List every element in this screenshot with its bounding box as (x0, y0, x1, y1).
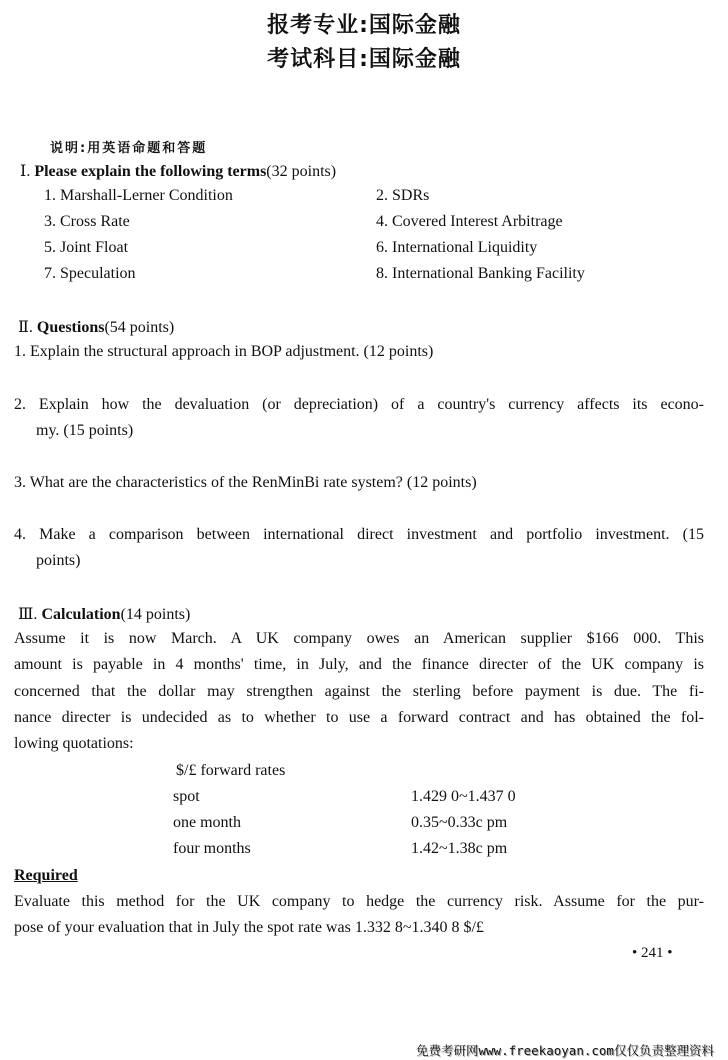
watermark-text: 免费考研网www.freekaoyan.com仅仅负责整理资料 (416, 1043, 714, 1058)
term-item: 1. Marshall-Lerner Condition (44, 187, 233, 204)
section1-title: Please explain the following terms (34, 163, 267, 180)
question-item-continuation: points) (36, 552, 81, 569)
term-item: 2. SDRs (376, 187, 430, 204)
paragraph-line: Assume it is now March. A UK company owes an American supplier $166 000. This (14, 630, 704, 647)
exam-major-title: 报考专业:国际金融 (267, 13, 461, 38)
rate-row-value: 0.35~0.33c pm (411, 814, 508, 831)
paragraph-line: amount is payable in 4 months' time, in July, and the finance directer of the UK company is (14, 656, 704, 674)
rate-row-value: 1.429 0~1.437 0 (411, 788, 516, 805)
section2-heading (18, 317, 174, 337)
paragraph-line: nance directer is undecided as to whether to use a forward contract and has obtained the fol- (14, 708, 704, 726)
paragraph-line: pose of your evaluation that in July the spot rate was 1.332 8~1.340 8 $/£ (14, 919, 484, 937)
term-item: 5. Joint Float (44, 239, 129, 256)
page-number: • 241 • (632, 945, 673, 961)
section1-points: (32 points) (266, 163, 337, 180)
section2-points: (54 points) (104, 319, 175, 336)
question-item: 3. What are the characteristics of the RenMinBi rate system? (12 points) (14, 474, 477, 491)
calculation-paragraph (14, 626, 704, 757)
rate-row-label: one month (173, 814, 241, 831)
term-item: 3. Cross Rate (44, 213, 130, 230)
exam-subject-title: 考试科目:国际金融 (267, 47, 461, 72)
section1-heading (20, 161, 336, 181)
term-item: 6. International Liquidity (376, 239, 538, 256)
paragraph-line: Evaluate this method for the UK company to hedge the currency risk. Assume for the pur- (14, 893, 704, 910)
rate-row-label: four months (173, 840, 251, 857)
question-item: 4. Make a comparison between international direct investment and portfolio investment. (15 (14, 526, 704, 543)
required-label: Required (14, 867, 78, 884)
section3-title: Calculation (41, 606, 121, 623)
section3-heading (18, 604, 190, 624)
paragraph-line: concerned that the dollar may strengthen against the sterling before payment is due. The fi- (14, 682, 704, 700)
term-item: 7. Speculation (44, 265, 136, 282)
rate-row-value: 1.42~1.38c pm (411, 840, 508, 857)
paragraph-line: lowing quotations: (14, 735, 134, 753)
term-item: 4. Covered Interest Arbitrage (376, 213, 563, 230)
question-item: 2. Explain how the devaluation (or depreciation) of a country's currency affects its econo- (14, 396, 704, 413)
question-item-continuation: my. (15 points) (36, 422, 134, 439)
section3-points: (14 points) (120, 606, 191, 623)
section1-numeral: Ⅰ. (20, 163, 31, 180)
rates-table-header: $/£ forward rates (176, 762, 286, 779)
section2-numeral: Ⅱ. (18, 319, 33, 336)
term-item: 8. International Banking Facility (376, 265, 585, 282)
question-item: 1. Explain the structural approach in BOP adjustment. (12 points) (14, 343, 434, 360)
section3-numeral: Ⅲ. (18, 606, 38, 623)
rate-row-label: spot (173, 788, 200, 805)
required-paragraph (14, 889, 704, 942)
section2-title: Questions (36, 319, 105, 336)
instructions-note: 说明:用英语命题和答题 (50, 141, 208, 156)
